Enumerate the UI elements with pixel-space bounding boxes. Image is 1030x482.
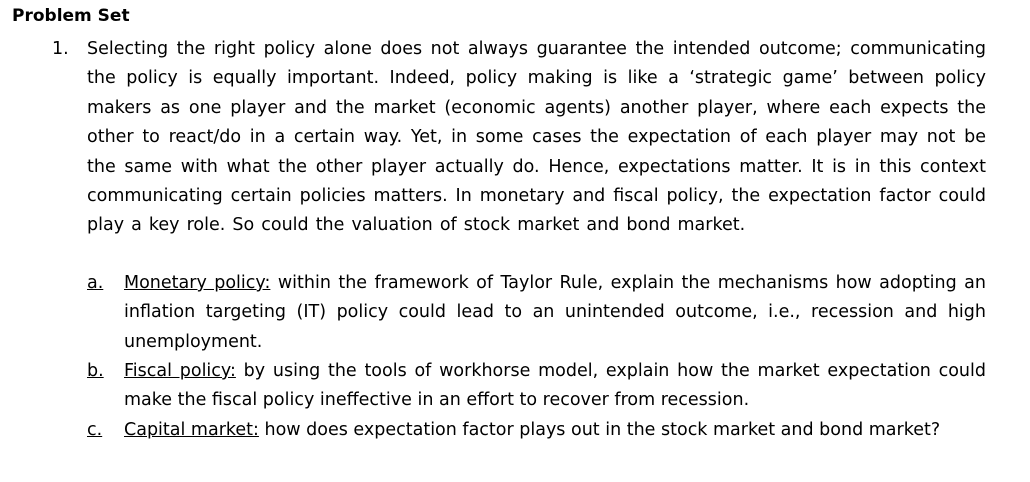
question-number: 1. xyxy=(52,39,69,59)
subquestion-c-marker: c. xyxy=(87,420,103,440)
subquestion-c xyxy=(124,416,986,445)
subquestion-a-heading: Monetary policy: xyxy=(124,273,271,293)
subquestion-a-marker: a. xyxy=(87,273,104,293)
subquestion-b-text: by using the tools of workhorse model, explain how the market expectation could make the fiscal policy ineffective in an effort to recover from recession. xyxy=(124,361,986,411)
subquestion-c-heading: Capital market: xyxy=(124,420,259,440)
subquestion-b xyxy=(124,357,986,416)
subquestion-b-heading: Fiscal policy: xyxy=(124,361,236,381)
subquestion-a xyxy=(124,269,986,357)
subquestion-b-marker: b. xyxy=(87,361,104,381)
subquestion-a-text: within the framework of Taylor Rule, explain the mechanisms how adopting an inflation targeting (IT) policy could lead to an unintended outcome, i.e., recession and high unemployment. xyxy=(124,273,986,352)
page-title: Problem Set xyxy=(12,6,130,26)
question-text: Selecting the right policy alone does not always guarantee the intended outcome; communicating the policy is equally important. Indeed, policy making is like a ‘strategic game’ between policy makers as one player and the market (economic agents) another player, where each expects the other to react/do in a certain way. Yet, in some cases the expectation of each player may not be the same with what the other player actually do. Hence, expectations matter. It is in this context communicating certain policies matters. In monetary and fiscal policy, the expectation factor could play a key role. So could the valuation of stock market and bond market. xyxy=(87,39,986,236)
subquestion-c-text: how does expectation factor plays out in the stock market and bond market? xyxy=(258,420,941,440)
